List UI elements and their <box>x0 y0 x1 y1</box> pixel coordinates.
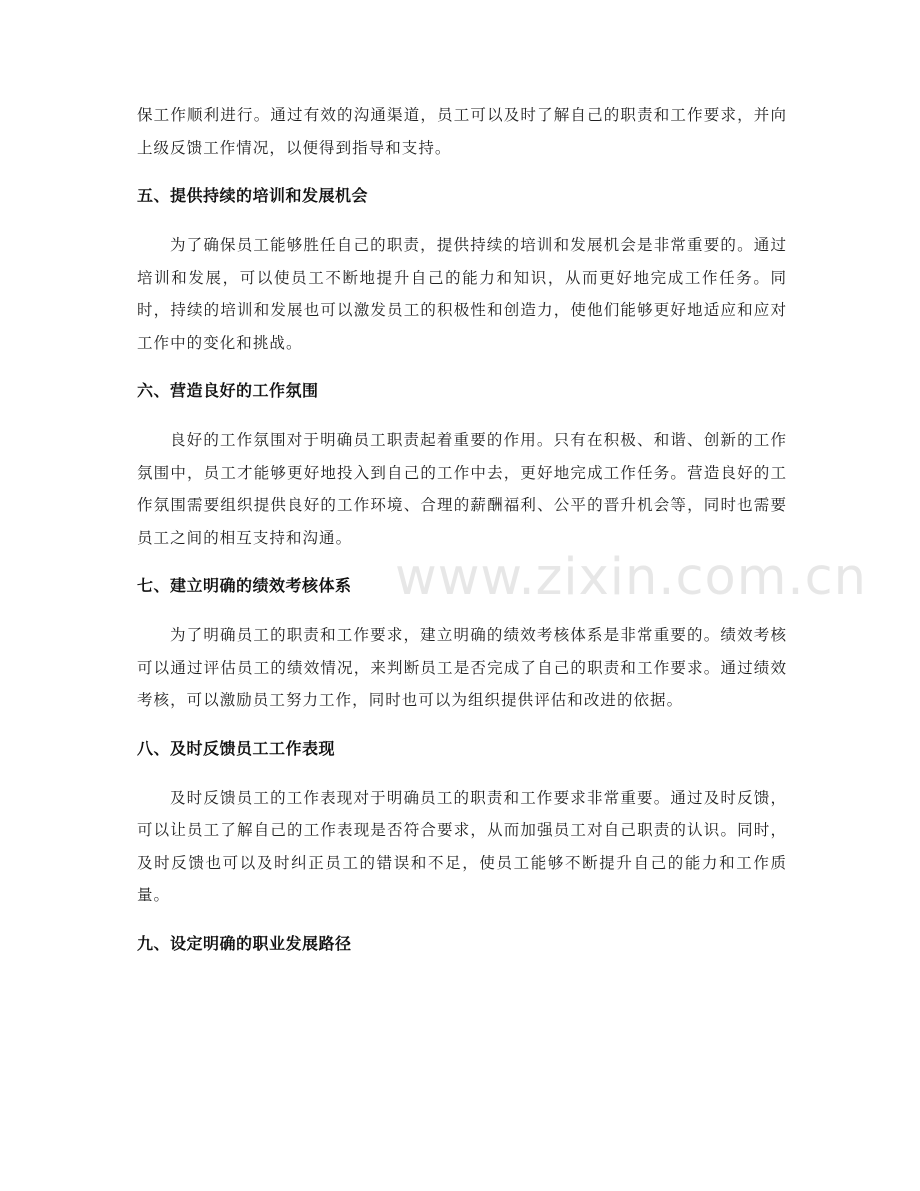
section-body-5: 为了确保员工能够胜任自己的职责，提供持续的培训和发展机会是非常重要的。通过培训和发展，可以使员工不断地提升自己的能力和知识，从而更好地完成工作任务。同时，持续的培训和发展也可以激发员工的积极性和创造力，使他们能够更好地适应和应对工作中的变化和挑战。 <box>137 236 787 352</box>
section-heading-7: 七、建立明确的绩效考核体系 <box>137 576 352 595</box>
section-heading-6: 六、营造良好的工作氛围 <box>137 381 319 400</box>
section-heading-8: 八、及时反馈员工工作表现 <box>137 738 336 758</box>
watermark: www.zixin.com.cn <box>395 548 867 607</box>
document-content <box>137 99 787 960</box>
section-body-6: 良好的工作氛围对于明确员工职责起着重要的作用。只有在积极、和谐、创新的工作氛围中，员工才能够更好地投入到自己的工作中去，更好地完成工作任务。营造良好的工作氛围需要组织提供良好的工作环境、合理的薪酬福利、公平的晋升机会等，同时也需要员工之间的相互支持和沟通。 <box>137 431 787 547</box>
section-body-8: 及时反馈员工的工作表现对于明确员工的职责和工作要求非常重要。通过及时反馈，可以让员工了解自己的工作表现是否符合要求，从而加强员工对自己职责的认识。同时，及时反馈也可以及时纠正员工的错误和不足，使员工能够不断提升自己的能力和工作质量。 <box>137 788 787 904</box>
section-body-7: 为了明确员工的职责和工作要求，建立明确的绩效考核体系是非常重要的。绩效考核可以通过评估员工的绩效情况，来判断员工是否完成了自己的职责和工作要求。通过绩效考核，可以激励员工努力工作，同时也可以为组织提供评估和改进的依据。 <box>137 626 787 709</box>
section-heading-9: 九、设定明确的职业发展路径 <box>137 933 352 953</box>
intro-paragraph: 保工作顺利进行。通过有效的沟通渠道，员工可以及时了解自己的职责和工作要求，并向上级反馈工作情况，以便得到指导和支持。 <box>137 106 787 157</box>
section-heading-5: 五、提供持续的培训和发展机会 <box>137 186 369 205</box>
